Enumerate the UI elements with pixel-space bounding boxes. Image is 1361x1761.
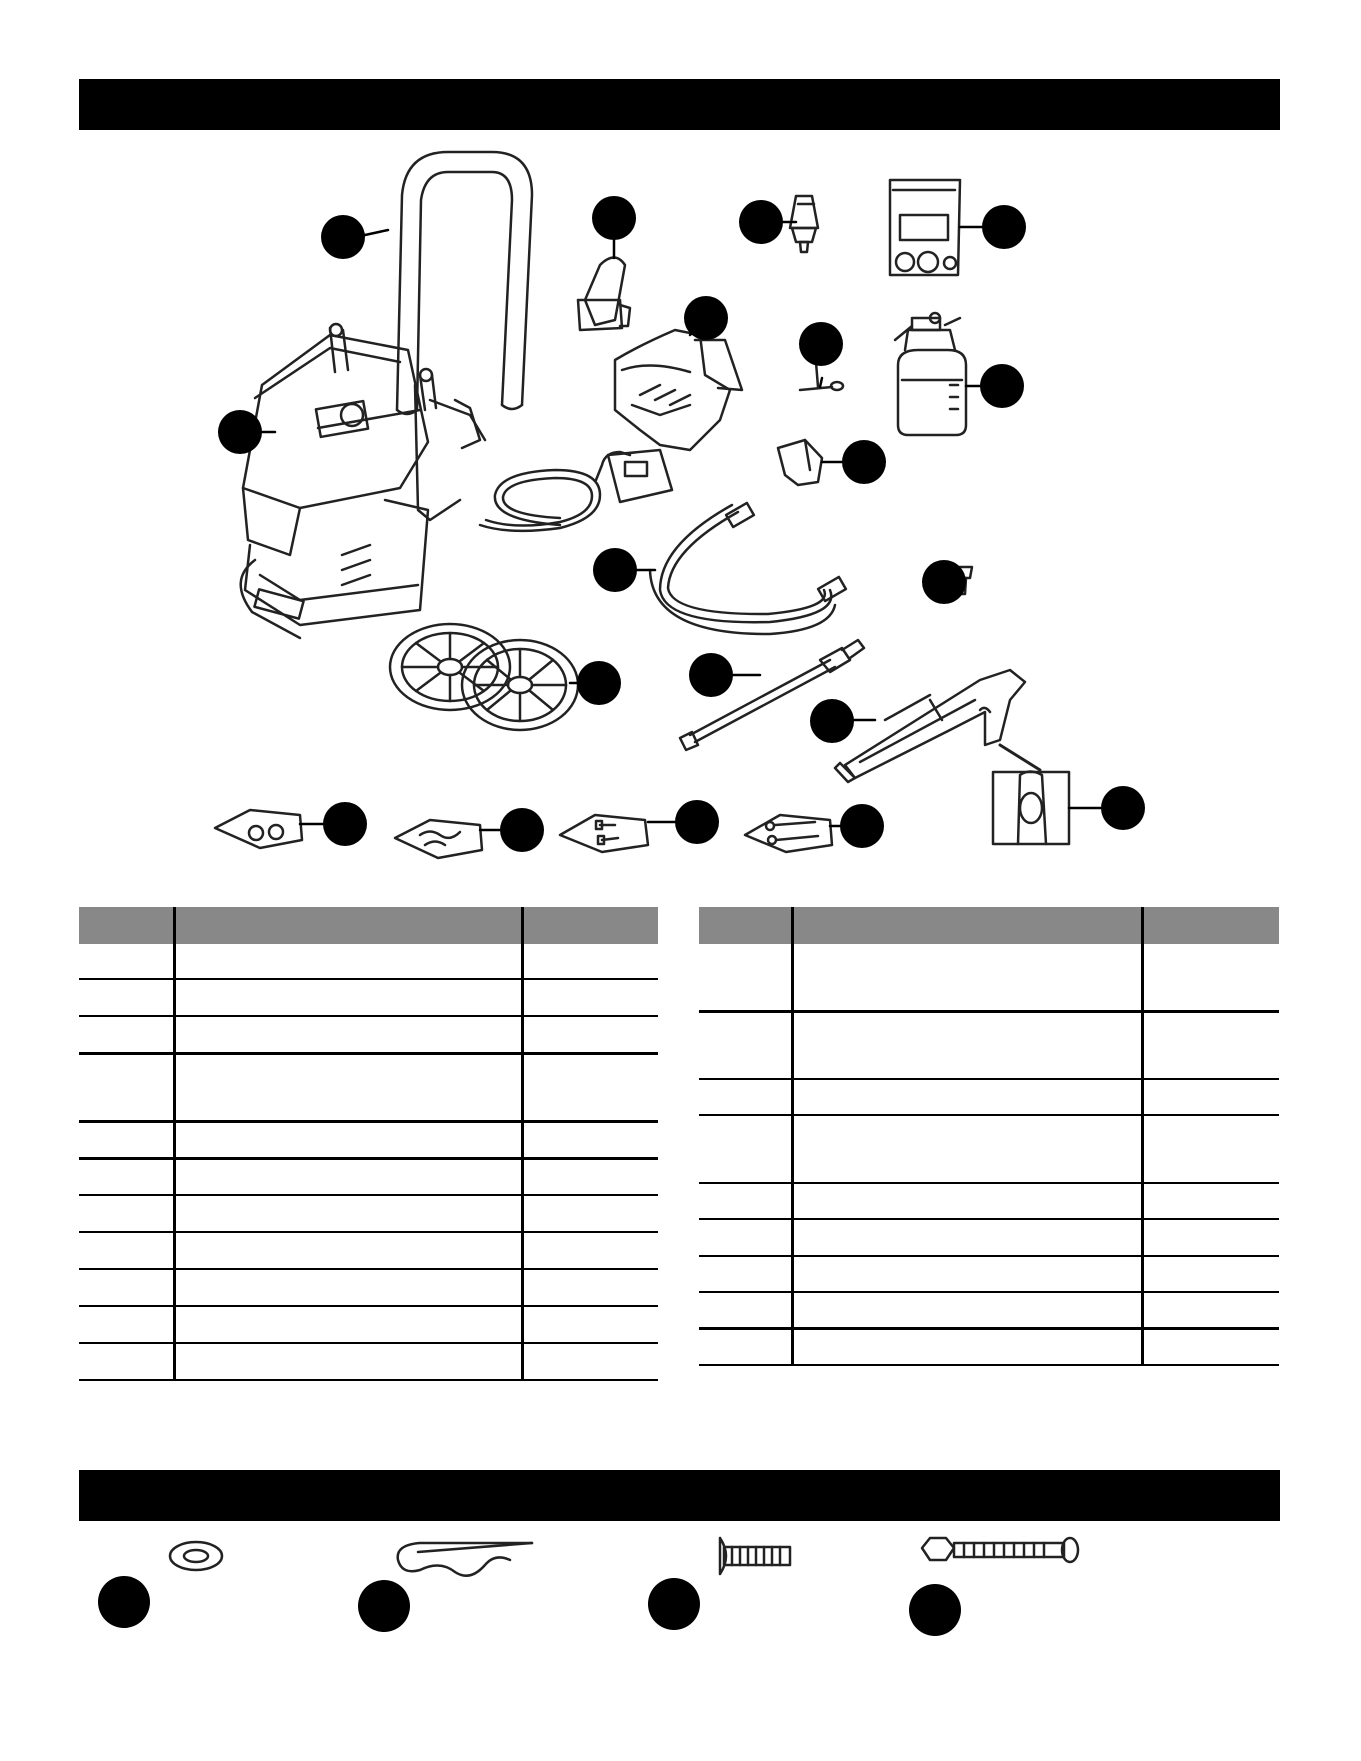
callout-marker (739, 200, 783, 244)
callout-marker (648, 1578, 700, 1630)
bolt-nut-icon (922, 1538, 1078, 1562)
spray-gun-icon (835, 670, 1025, 782)
table-row (79, 1306, 658, 1343)
table-row (699, 1079, 1279, 1115)
column-header (792, 907, 1142, 944)
hair-pin-icon (398, 1543, 532, 1576)
callout-marker (358, 1580, 410, 1632)
callout-marker (593, 548, 637, 592)
callout-marker (577, 661, 621, 705)
table-row (699, 944, 1279, 1011)
washer-icon (170, 1542, 222, 1570)
table-row (699, 1292, 1279, 1328)
callout-marker (840, 804, 884, 848)
callout-marker (909, 1584, 961, 1636)
column-header (1142, 907, 1279, 944)
table-header-row (699, 907, 1279, 944)
table-row (79, 1232, 658, 1269)
table-row (79, 1158, 658, 1195)
washer-bag-icon (215, 810, 302, 848)
table-row (79, 1121, 658, 1158)
table-row (699, 1183, 1279, 1219)
bracket-icon (778, 440, 822, 485)
nozzle-icon (790, 196, 818, 252)
table-header-row (79, 907, 658, 944)
table-row (699, 1219, 1279, 1256)
callout-marker (218, 410, 262, 454)
table-row (699, 1115, 1279, 1183)
table-row (79, 1269, 658, 1306)
callout-marker (323, 802, 367, 846)
foam-cannon-icon (895, 313, 966, 435)
table-row (79, 1016, 658, 1053)
column-header (174, 907, 522, 944)
column-header (522, 907, 658, 944)
callout-marker (592, 196, 636, 240)
u-handle-icon (397, 152, 532, 414)
nozzle-storage-card-icon (890, 180, 960, 275)
screw-icon (720, 1538, 790, 1574)
pressure-washer-unit-icon (241, 324, 485, 638)
callout-marker (98, 1576, 150, 1628)
parts-table-right (699, 907, 1279, 1366)
callout-marker (980, 364, 1024, 408)
callout-marker (1101, 786, 1145, 830)
high-pressure-hose-icon (650, 503, 846, 634)
screw-bag-icon (560, 815, 648, 852)
table-row (699, 1256, 1279, 1292)
table-row (79, 1053, 658, 1121)
table-row (699, 1011, 1279, 1079)
column-header (79, 907, 174, 944)
table-row (79, 1343, 658, 1380)
table-row (79, 1195, 658, 1232)
callout-marker (799, 322, 843, 366)
parts-table-left (79, 907, 658, 1381)
callout-marker (842, 440, 886, 484)
pin-bag-icon (395, 820, 482, 858)
callout-marker (675, 800, 719, 844)
gun-detail-icon (993, 745, 1069, 844)
adapter-icon (578, 258, 630, 331)
callout-marker (684, 296, 728, 340)
table-row (79, 944, 658, 979)
callout-marker (922, 560, 966, 604)
callout-marker (982, 205, 1026, 249)
wheels-icon (390, 624, 578, 730)
power-cord-icon (480, 450, 672, 531)
callout-marker (321, 215, 365, 259)
table-row (79, 979, 658, 1016)
table-row (699, 1328, 1279, 1365)
bolt-bag-icon (745, 815, 832, 852)
column-header (699, 907, 792, 944)
callout-marker (689, 653, 733, 697)
callout-marker (810, 699, 854, 743)
callout-marker (500, 808, 544, 852)
gun-holder-icon (615, 330, 742, 450)
